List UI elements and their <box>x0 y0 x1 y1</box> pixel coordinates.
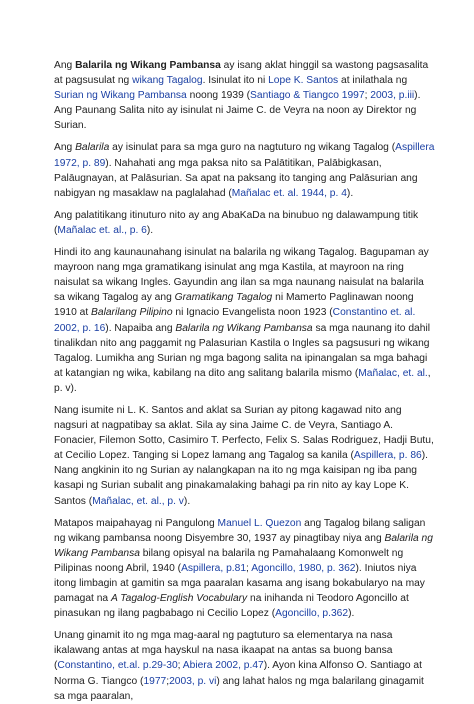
text-run: ni Mamerto Paglinawan noong 1910 at <box>54 292 414 319</box>
italic-title: Balarila ng Wikang Pambansa <box>175 322 313 334</box>
text-run: ). Iniutos niya itong limbagin at gamitin sa mga paaralan kasama ang isang bokabularyo na may pamagat na <box>54 562 425 605</box>
text-run: ). Nahahati ang mga paksa nito sa Palātitikan, Palābigkasan, Palāugnayan, at Palāsurian. Sa apat na paksang ito tanging ang Palāsurian ang nabigyan ng masaklaw na paglalahad ( <box>54 157 418 199</box>
citation-link[interactable]: 1977 <box>143 675 167 687</box>
paragraph-quezon <box>54 516 436 622</box>
text-run: ; <box>166 675 170 687</box>
bold-text: Balarila ng Wikang Pambansa <box>75 60 221 71</box>
text-run: ay isang aklat hinggil sa wastong pagsasalita at pagsusulat ng <box>54 60 429 87</box>
citation-link[interactable]: Constantino et. al. 2002, p. 16 <box>54 307 416 334</box>
citation-link[interactable]: 2003, p. vi <box>169 675 217 687</box>
text-run: Unang ginamit ito ng mga mag-aaral ng pagtuturo sa elementarya na nasa ikalawang antas at mga hayskul na nasa ikaapat na antas sa buong bansa ( <box>54 630 393 672</box>
citation-link[interactable]: Aspillera, p.81 <box>181 562 247 574</box>
paragraph-abakada <box>54 208 436 238</box>
citation-link[interactable]: Lope K. Santos <box>268 75 339 87</box>
paragraph-history <box>54 245 436 396</box>
italic-title: Gramatikang Tagalog <box>174 292 273 304</box>
text-run: ). Nang angkinin ito ng Surian ay nalangkapan na ito ng mga kaisipan ng iba pang kasapi ng Surian subalit ang pinakamalaking bahagi pa rin nito ay kay Lope K. Santos ( <box>54 450 428 507</box>
text-run: ). <box>346 187 354 199</box>
text-run: . Isinulat ito ni <box>202 75 269 87</box>
paragraph-usage <box>54 628 436 703</box>
text-run: noong 1939 ( <box>186 90 251 102</box>
text-run: ). Napaiba ang <box>105 322 176 334</box>
text-run: Nang isumite ni L. K. Santos and aklat sa Surian ay pitong kagawad nito ang nagsuri at nagpatibay sa aklat. Sila ay sina Jaime C. de Veyra, Santiago A. Fonacier, Filemon Sotto, Casimiro T. Perfecto, Felix S. Salas Rodriguez, Hadji Butu, at Cecilio Lopez. Tanging si Lopez lamang ang Tagalog sa kanila ( <box>54 404 434 462</box>
citation-link[interactable]: Agoncillo, 1980, p. 362 <box>251 562 356 574</box>
text-run: Ang <box>54 142 76 154</box>
text-run: ang Tagalog bilang saligan ng wikang pambansa noong Disyembre 30, 1937 ay pinagtibay niya ang <box>54 517 426 544</box>
citation-link[interactable]: Abiera 2002, p.47 <box>182 660 264 672</box>
paragraph-intro <box>54 58 436 133</box>
text-run: ). Ayon kina Alfonso O. Santiago at Norma G. Tiangco ( <box>54 660 422 687</box>
text-run: sa mga naunang ito dahil tinalikdan nito ang paggamit ng Palasurian Kastila o Ingles sa pagsusuri ng wikang Tagalog. Lumikha ang Surian ng mga bagong salita na ipinangalan sa mga bahagi at katangian ng wika, kabilang na dito ang salitang balarila mismo ( <box>54 322 431 379</box>
text-run: ) ang lahat halos ng mga balarilang ginagamit sa mga paaralan, <box>54 675 424 702</box>
citation-link[interactable]: Mañalac et. al. 1944, p. 4 <box>231 187 347 199</box>
italic-title: A Tagalog-English Vocabulary <box>111 593 248 605</box>
citation-link[interactable]: Mañalac, et. al., p. v <box>92 495 184 507</box>
citation-link[interactable]: Surian ng Wikang Pambansa <box>54 90 187 102</box>
text-run: ; <box>177 660 183 672</box>
citation-link[interactable]: wikang Tagalog <box>132 75 203 87</box>
citation-link[interactable]: Agoncillo, p.362 <box>275 608 349 620</box>
text-run: at inilathala ng <box>338 75 408 87</box>
text-run: bilang opisyal na balarila ng Pamahalaang Komonwelt ng Pilipinas noong Abril, 1940 ( <box>54 547 404 574</box>
text-run: Ang <box>54 60 76 71</box>
text-run: ni Ignacio Evangelista noon 1923 ( <box>172 307 333 319</box>
text-run: ; <box>246 562 252 574</box>
citation-link[interactable]: Aspillera, p. 86 <box>353 450 422 462</box>
text-run: na inihanda ni Teodoro Agoncillo at pinasukan ng ilang pagbabago ni Cecilio Lopez ( <box>54 593 409 620</box>
italic-title: Balarilang Pilipino <box>91 307 173 319</box>
citation-link[interactable]: Santiago & Tiangco 1997 <box>250 90 365 102</box>
text-run: Matapos maipahayag ni Pangulong <box>54 517 218 529</box>
text-run: ). <box>183 495 191 507</box>
text-run: ). Ang Paunang Salita nito ay isinulat ni Jaime C. de Veyra na noon ay Direktor ng Surian. <box>54 90 421 132</box>
text-run: ; <box>364 90 371 102</box>
text-run: ay isinulat para sa mga guro na nagtuturo ng wikang Tagalog ( <box>109 142 396 154</box>
text-run: Hindi ito ang kaunaunahang isinulat na balarila ng wikang Tagalog. Bagupaman ay mayroon nang mga gramatikang isinulat ang mga Kastila, at mayroon na ring naisulat sa wikang Ingles. Gayundin ang ilan sa mga naunang naisulat na balarila sa wikang Tagalog ay ang <box>54 247 429 304</box>
paragraph-reviewers <box>54 403 436 509</box>
italic-title: Balarila ng Wikang Pambansa <box>54 532 433 559</box>
citation-link[interactable]: Aspillera 1972, p. 89 <box>54 142 435 169</box>
italic-title: Balarila <box>75 142 110 154</box>
paragraph-audience <box>54 140 436 200</box>
citation-link[interactable]: 2003, p.iii <box>370 90 415 102</box>
text-run: ). <box>348 608 355 620</box>
citation-link[interactable]: Manuel L. Quezon <box>217 517 302 529</box>
citation-link[interactable]: Mañalac, et. al. <box>358 367 428 379</box>
citation-link[interactable]: Mañalac et. al., p. 6 <box>57 224 147 236</box>
text-run: ). <box>146 224 154 236</box>
text-run: , p. v). <box>54 367 431 394</box>
citation-link[interactable]: Constantino, et.al. p.29-30 <box>57 660 178 672</box>
text-run: Ang palatitikang itinuturo nito ay ang AbaKaDa na binubuo ng dalawampung titik ( <box>54 209 419 236</box>
